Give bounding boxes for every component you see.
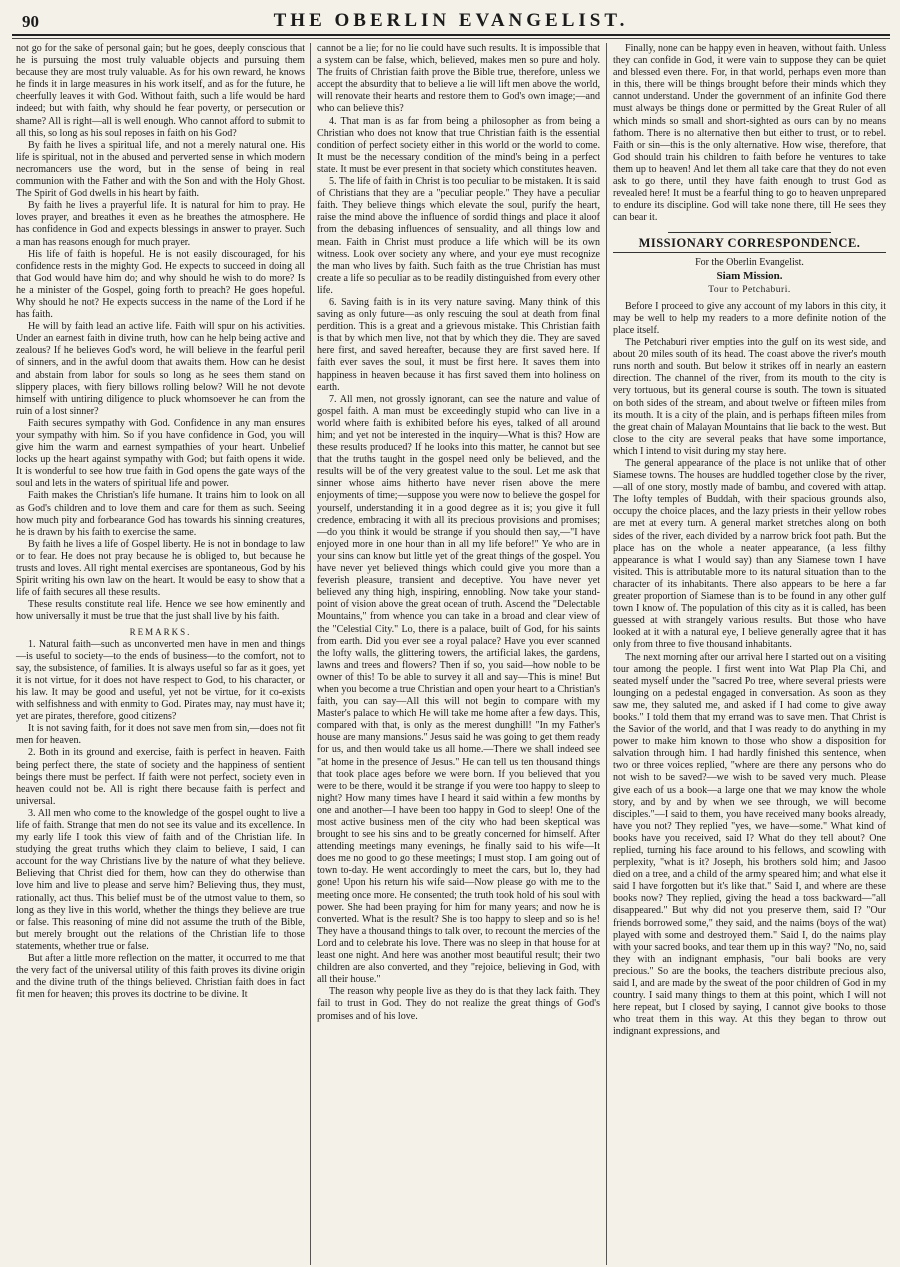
paragraph: Faith makes the Christian's life humane. It trains him to look on all as God's children and to love them and care for them as such. Seeing how much pity and forbearance God has towards his sinning creatures, he is drawn by his faith to exercise the same. <box>16 490 305 538</box>
column-2 <box>310 43 606 1265</box>
byline: For the Oberlin Evangelist. <box>695 256 804 268</box>
article-subtitle: Tour to Petchaburi. <box>708 284 791 295</box>
mission-heading: Siam Mission. <box>716 269 783 282</box>
paragraph: Before I proceed to give any account of my labors in this city, it may be well to help my readers to a more definite notion of the place itself. <box>613 300 886 336</box>
remarks-heading: REMARKS. <box>129 626 192 637</box>
paragraph: It is not saving faith, for it does not save men from sin,—does not fit men for heaven. <box>16 723 305 747</box>
paragraph: The general appearance of the place is not unlike that of other Siamese towns. The houses are huddled together close by the river,—all of one story, mostly made of bambu, and covered with attap. The lofty temples of Buddah, with their spacious grounds also, occupy the choice places, and the lazy priests in their yellow robes are met at every turn. A general market stretches along on both sides of the river, each divided by a narrow brick foot path. But the place has on the whole a neater appearance, (a less filthy appearance is what I would say) than any Siamese town I have visited. This is attributable more to its natural situation than to the character of its inhabitants. There also appears to be here a far greater proportion of Siamese than is to be found in any other gulf town I know of. The population of this city as it is called, has been guessed at with strangely various results. But those who have looked at it with a natural eye, I believe generally agree that it has only from three to five thousand inhabitants. <box>613 458 886 651</box>
paragraph: not go for the sake of personal gain; but he goes, deeply conscious that he is pursuing the most truly valuable objects and pursuing them because they are most truly valuable. As for his own reward, he knows he finds it in large measures in his work itself, and as for the future, he cheerfully leaves it with God. Without faith, such a life would be hard indeed; but with faith, why should he fear poverty, or persecution or shame? All is right—all is well enough. Who cannot afford to submit to all this, so long as his soul reposes in faith on his God? <box>16 43 305 139</box>
section-title: MISSIONARY CORRESPONDENCE. <box>638 236 861 251</box>
paragraph: His life of faith is hopeful. He is not easily discouraged, for his confidence rests in the mighty God. He expects to succeed in doing all that God would have him do; and why should he wish to do more? Is he a minister of the Gospel, going forth to preach? He goes hopeful. Why should he not? He expects success in the name of the Lord if he has faith. <box>16 248 305 321</box>
page-header <box>12 8 890 36</box>
paragraph: He will by faith lead an active life. Faith will spur on his activities. Under an earnest faith in divine truth, how can he help being active and zealous? If he believes God's word, he will believe in the fearful peril of sinners, and in the awful doom that awaits them. How can he desist and abstain from labor for souls so long as he sees them stand on slippery places, with fiery billows rolling below? Will he not devote himself with untiring diligence to pluck whomsoever he can from the ruin of a lost sinner? <box>16 321 305 417</box>
paragraph: 3. All men who come to the knowledge of the gospel ought to live a life of faith. Strange that men do not see its value and its excellence. In my early life I took this view of faith and of the Christian life. In studying the great truths which they claim to believe, I said, I can account for the way Christians live by the nature of what they believe. Believing that Christ died for them, how can they do otherwise than love him and live to please and serve him? Believing thus, they must, rationally, act thus. This belief must be of the utmost value to them, so long as they live in this world, whether the things they believe are true or false. This reasoning of mine did not assume the truth of the Bible, but merely brought out the relations of the Christian life to those statements, whether true or false. <box>16 807 305 952</box>
paragraph: The next morning after our arrival here I started out on a visiting tour among the people. I first went into Wat Plap Pla Chi, and seated myself under the "sacred Po tree, where several priests were lounging on a pedestal engaged in conversation. As soon as they saw me, they saluted me, and asked if I had come to give away books." I told them that my errand was to save men. That Christ is the Savior of the world, and that I was ready to do anything in my power to make him known to those who show a disposition for salvation through him. I had hardly finished this sentence, when two or three voices replied, "where are there any persons who do not wish to be saved?—we wish to be saved very much. Please give each of us a book—a large one that we may know the whole story, and by and by when we see through, we will become disciples."—I said to them, you have received many books already, have you not? They replied "yes, we have—some." What kind of books have you received, said I? What do they tell about? One replied, turning his face around to his fellows, and scowling with perplexity, "what is it? Joseph, his brothers sold him; and Jasoo died on a tree, and a child of the army speared him; and what else it said I have forgotten but it's like that." Said I, and where are these books now? They replied, giving the head a toss backward—"all disappeared." But why did not you preserve them, said I? "Our friends borrowed some," they said, and the naims (boys of the wat) played with some and destroyed them." Said I, do the naims play with your sacred books, and tear them up in this way? "No, no, said they with an indignant emphasis, "our bali books are very precious." So are the books, the teachers distribute precious also, said I, and are made by the sweat of the poor children of God in my country. I said many things to them at this point, which I will not here repeat, but I closed by saying, I cannot give books to those who treat them in this way. At this they began to throw out indignant expressions, and <box>613 651 886 1038</box>
paragraph: 5. The life of faith in Christ is too peculiar to be mistaken. It is said of Christians that they are a "peculiar people." They have a peculiar faith. They believe things which elevate the soul, purify the heart, raise the mind above the influence of sordid things and place it aloof from the debasing influences of sensuality, and all things low and mean. Faith in Christ must produce a life which will be its own witness. Look over society any where, and your eye must recognize the man who lives by faith. Such faith as the true Christian has must create a life so peculiar as to be readily distinguished from every other life. <box>317 176 600 296</box>
masthead-title: THE OBERLIN EVANGELIST. <box>273 10 629 31</box>
paragraph: The reason why people live as they do is that they lack faith. They fail to trust in God. They do not realize the great things of God's promises and of his love. <box>317 986 600 1022</box>
header-rule <box>12 38 890 39</box>
columns <box>12 43 890 1265</box>
column-3 <box>606 43 890 1265</box>
paragraph: 1. Natural faith—such as unconverted men have in men and things—is useful to society—to the ends of business—to the comfort, not to say, the subsistence, of families. It is always useful so far as it goes, yet it is not virtue, for it does not have respect to God, to his character, or his law. It may be good and useful, yet not be virtue, for it co-exists with selfishness and with enmity to God. Pirates may, nay must have it; yet are pirates, therefore, good citizens? <box>16 638 305 723</box>
paragraph: The Petchaburi river empties into the gulf on its west side, and about 20 miles south of its head. The coast above the river's mouth runs north and south. But below it strikes off in nearly an eastern direction. The channel of the river, from its mouth to the city is very tortuous, but its general course is south. The town is situated on both sides of the stream, and about twelve or fifteen miles from its mouth. It is a city of the plain, and is perhaps fifteen miles from the great chain of Malayan Mountains that lie back to the west. But close to the city are several peaks that have some importance, which I intend to visit during my stay here. <box>613 337 886 457</box>
paragraph: 4. That man is as far from being a philosopher as from being a Christian who does not know that true Christian faith is the essential condition of perfect society either in this world or the world to come. It must be the necessary condition of the mind's being in a perfect state. It must be ever present in that society which constitutes heaven. <box>317 115 600 175</box>
section-ornament <box>613 232 886 233</box>
paragraph: By faith he lives a prayerful life. It is natural for him to pray. He loves prayer, and breathes it even as he breathes the atmosphere. He has confidence in God and expects blessings in answer to prayer. Such a man has reasons enough for much prayer. <box>16 200 305 248</box>
paragraph: Faith secures sympathy with God. Confidence in any man ensures your sympathy with him. So if you have confidence in God, you will give him the warm and earnest sympathies of your heart. Unbelief locks up the heart against sympathy with God; but faith opens it wide. It is wonderful to see how true faith in God opens the gate ways of the soul and lets in the waters of spiritual life and power. <box>16 417 305 490</box>
paragraph: 2. Both in its ground and exercise, faith is perfect in heaven. Faith being perfect there, the state of society and the happiness of sentient beings there must be perfect. If faith were not perfect, society even in heaven could not be. All is right there because faith is perfect and universal. <box>16 747 305 807</box>
column-1 <box>12 43 310 1265</box>
paragraph: By faith he lives a life of Gospel liberty. He is not in bondage to law or to fear. He does not pray because he is obliged to, but because he trusts and loves. All right mental exercises are spontaneous, God by his Spirit writing his own law on the heart. It would be easy to show that a life of faith secures all these results. <box>16 538 305 599</box>
paragraph: Finally, none can be happy even in heaven, without faith. Unless they can confide in God, it were vain to suppose they can be quiet and blessed even there. For, in that world, perhaps even more than in this, there will be things brought before their minds which they cannot understand. Under the government of an infinite God there must always be things done or permitted by the Great Ruler of all which minds so small and short-sighted as ours can by no means fathom. There is no alternative then but either to trust, or to rebel. Faith or sin—this is the only alternative. How wise, therefore, that God should train his children to faith before he ventures to take them up to heaven! And let them all take care that they do not even ask to go there, until they have faith enough to trust God as revealed here! It must be a fearful thing to go to heaven unprepared to endure its discipline. God will take none there, till He sees they can bear it. <box>613 43 886 224</box>
paragraph: cannot be a lie; for no lie could have such results. It is impossible that a system can be false, which, believed, makes men so pure and holy. The fruits of Christian faith prove the Bible true, therefore, unless we accept the absurdity that to believe a lie will lift men above the world, will renovate their hearts and restore them to God's own image;—and who can believe this? <box>317 43 600 115</box>
paragraph: 6. Saving faith is in its very nature saving. Many think of this saving as only future—as only rescuing the soul at death from final perdition. This is a great and a grievous mistake. This Christian faith is that by which men live, not that by which they die. They are saved here first, and saved hereafter, because they are first saved here. If faith ever saves the soul, it must be first here. It saves them into happiness in heaven because it has first saved them into holiness on earth. <box>317 296 600 393</box>
section-rule <box>613 252 886 253</box>
paragraph: By faith he lives a spiritual life, and not a merely natural one. His life is spiritual, not in the abused and perverted sense in which modern necromancers use the word, but in the sense of being in real communion with the Father and with the Son and with the Holy Ghost. The Spirit of God dwells in his heart by faith. <box>16 139 305 200</box>
paragraph: These results constitute real life. Hence we see how eminently and how universally it must be true that the just shall live by his faith. <box>16 599 305 623</box>
paragraph: 7. All men, not grossly ignorant, can see the nature and value of gospel faith. A man must be exceedingly stupid who can live in a world where faith is exhibited before his eyes, talked of all around him; and yet not be interested in the inquiry—What is this? How are these results produced? If he looks into this matter, he cannot but see that the truths taught in the gospel need only be believed, and the results will be of the very greatest value to the soul. Let me ask that sinner whose aims hitherto have never risen above the mere enjoyments of time;—suppose you were now to believe the gospel for yourself, understanding it in a good degree as it is; you give it full credence, embracing it with all its precious provisions and promises;—do you think it would be strange if you should then say,—"I have enjoyed more in one hour than in all my life before!" Ye who are in your sins can know but little yet of the great things of the gospel. You have never yet believed things which could give you more than a feverish pleasure, transient and deceptive. You have never yet believed any thing high, inspiring, ennobling. Now take your stand-point of vision above the great ocean of truth. Ascend the "Delectable Mountains," from whence you can take in a broad and clear view of the "Celestial City." Lo, there is a palace, built of God, for his saints from earth. Did you ever see a royal palace? Have you ever scanned the lofty walls, the glittering towers, the artificial lakes, the gardens, lawns and trees and flowers? Then if so, you said—how noble to be owner of this! To be able to survey it all and say—This is mine! But when you become a true Christian and open your heart to a Christian's faith, you can say—All this will not begin to compare with my Master's palace to which He will take me home after a few days. This, compared with that, is only as the merest dunghill! "In my Father's house are many mansions." Jesus said he was going to get them ready for us, and then would take us all home.—There we shall indeed see "at home in the presence of Jesus." He can tell us ten thousand things that took place ages before we were born. If you believed that you were to be there, would it be strange if you were too happy to sleep to night? How many times have I heard it said within a few months by one and another—I have been too happy in God to sleep! One of the most active business men of the city who had been skeptical was brought to see his sins and to be greatly concerned for himself. After attending meetings many evenings, he finally said to his wife—It does me no good to go these meetings; I must stop. I am going out of town to-day. He went accordingly to meet the cars, but lo, they had gone! Upon his return his wife said—Now please go with me to the meeting once more. He consented; the truth took hold of his soul with power. She had been praying for him for many years; and now he is converted. What is the result? She is too happy to sleep and so is he! They have a thousand things to talk over, to recount the mercies of the Lord and to celebrate his love. There was no sleep in that house for at least one night. And here was another most beautiful result; their two children are also converted, and they "rejoice, believing in God, with all their house." <box>317 393 600 986</box>
page-number: 90 <box>22 12 39 31</box>
paragraph: But after a little more reflection on the matter, it occurred to me that the very fact of the universal utility of this faith proves its divine origin and the divine truth of the things believed. Christian faith does in fact fit men for heaven; this proves its doctrine to be divine. It <box>16 953 305 1001</box>
